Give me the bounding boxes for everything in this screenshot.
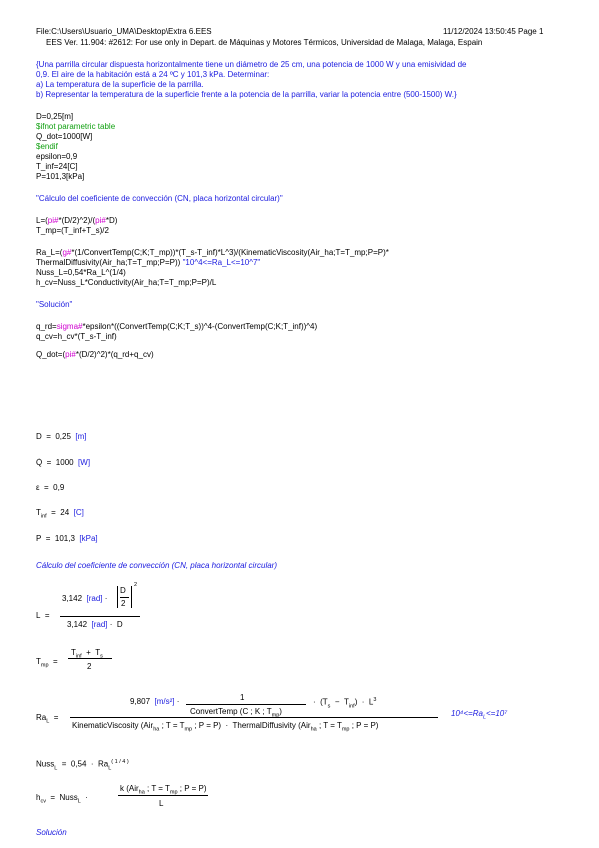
eq-hcv-denominator: L [159, 799, 164, 808]
print-datetime: 11/12/2024 13:50:45 Page 1 [443, 27, 544, 36]
eq-ra-denominator: KinematicViscosity (Air$_{ha}$ ; $T = T_{mp}$ ; P = P) · ThermalDiffusivity (Air$_{ha}$ ; $T = T_{mp}$ ; P = P) [72, 721, 379, 733]
eq-L-square: 2 [134, 582, 138, 588]
eq-tmp-lhs: $T_{mp}$ = [36, 657, 58, 669]
code-line: h_cv=Nuss_L*Conductivity(Air_ha;T=T_mp;P=P)/L [36, 278, 217, 287]
eq-ra-numerator: 9,807 [m/s²] · [130, 697, 180, 706]
code-comment: "Cálculo del coeficiente de convección (CN, placa horizontal circular)" [36, 194, 283, 203]
eq-L-lhs: L = [36, 611, 50, 620]
statement-line-1: {Una parrilla circular dispuesta horizontalmente tiene un diámetro de 25 cm, una potencia de 1000 W y una emisividad de [36, 60, 467, 69]
statement-line-3: a) La temperatura de la superficie de la parrilla. [36, 80, 204, 89]
code-comment: "Solución" [36, 300, 73, 309]
section-heading-solution: Solución [36, 828, 67, 837]
eq-power: Q̇ = 1000 [W] [36, 458, 91, 467]
eq-ra-lhs: $Ra_L$ = [36, 713, 59, 725]
eq-ra-convert: ConvertTemp (C ; K ; $T_{mp}$) [190, 707, 282, 719]
eq-diameter: D = 0,25 [m] [36, 432, 87, 441]
code-line-ra-cont: ThermalDiffusivity(Air_ha;T=T_mp;P=P)) "10^4<=Ra_L<=10^7" [36, 258, 261, 267]
code-line-qrd: q_rd=sigma#*epsilon*((ConvertTemp(C;K;T_s))^4-(ConvertTemp(C;K;T_inf))^4) [36, 322, 318, 331]
code-directive: $endif [36, 142, 58, 151]
statement-line-4: b) Representar la temperatura de la superficie frente a la potencia de la parrilla, variar la potencia entre (500-1500) W.} [36, 90, 457, 99]
eq-tinf: $T_{inf} = 24$ [C] [36, 508, 84, 520]
eq-hcv-numerator: k (Air$_{ha}$ ; $T = T_{mp}$ ; P = P) [120, 784, 207, 796]
eq-tmp-denominator: 2 [87, 662, 92, 671]
eq-emissivity: ε = 0,9 [36, 483, 65, 492]
section-heading-convection: Cálculo del coeficiente de convección (CN, placa horizontal circular) [36, 561, 278, 570]
code-directive: $ifnot parametric table [36, 122, 116, 131]
statement-line-2: 0,9. El aire de la habitación está a 24 ºC y 101,3 kPa. Determinar: [36, 70, 270, 79]
code-line: D=0,25[m] [36, 112, 74, 121]
eq-tmp-numerator: $T_{inf} + T_s$ [71, 648, 103, 660]
eq-nusselt: Nuss$_L$ = $0,54 \cdot Ra_L^{( 1 / 4 )}$ [36, 759, 129, 772]
code-line: P=101,3[kPa] [36, 172, 85, 181]
ra-condition: $10^4<=Ra_L<=10^7$ [451, 709, 508, 721]
code-line: q_cv=h_cv*(T_s-T_inf) [36, 332, 117, 341]
code-line: Nuss_L=0,54*Ra_L^(1/4) [36, 268, 126, 277]
eq-L-d: D [120, 586, 126, 595]
eq-L-numerator: 3,142 [rad] · [62, 594, 110, 603]
code-line-L: L=(pi#*(D/2)^2)/(pi#*D) [36, 216, 118, 225]
eq-pressure: P = 101,3 [kPa] [36, 534, 98, 543]
code-line-ra: Ra_L=(g#*(1/ConvertTemp(C;K;T_mp))*(T_s-T_inf)*L^3)/(KinematicViscosity(Air_ha;T=T_mp;P=P)* [36, 248, 389, 257]
eq-ra-one: 1 [240, 693, 245, 702]
eq-L-2: 2 [121, 599, 126, 608]
code-line: T_mp=(T_inf+T_s)/2 [36, 226, 109, 235]
code-line: epsilon=0,9 [36, 152, 78, 161]
code-line-qdot: Q_dot=(pi#*(D/2)^2)*(q_rd+q_cv) [36, 350, 154, 359]
code-line: Q_dot=1000[W] [36, 132, 93, 141]
eq-ra-delta: · $(T_s - T_{inf}) \cdot L^3$ [313, 697, 377, 710]
file-path: File:C:\Users\Usuario_UMA\Desktop\Extra 6.EES [36, 27, 212, 36]
code-line: T_inf=24[C] [36, 162, 78, 171]
eq-L-denominator: 3,142 [rad] · D [67, 620, 123, 629]
ees-version: EES Ver. 11.904: #2612: For use only in Depart. de Máquinas y Motores Térmicos, Universidad de Malaga, Malaga, Espain [46, 38, 483, 47]
eq-hcv-lhs: $h_{cv}$ = Nuss$_L$ · [36, 793, 88, 805]
